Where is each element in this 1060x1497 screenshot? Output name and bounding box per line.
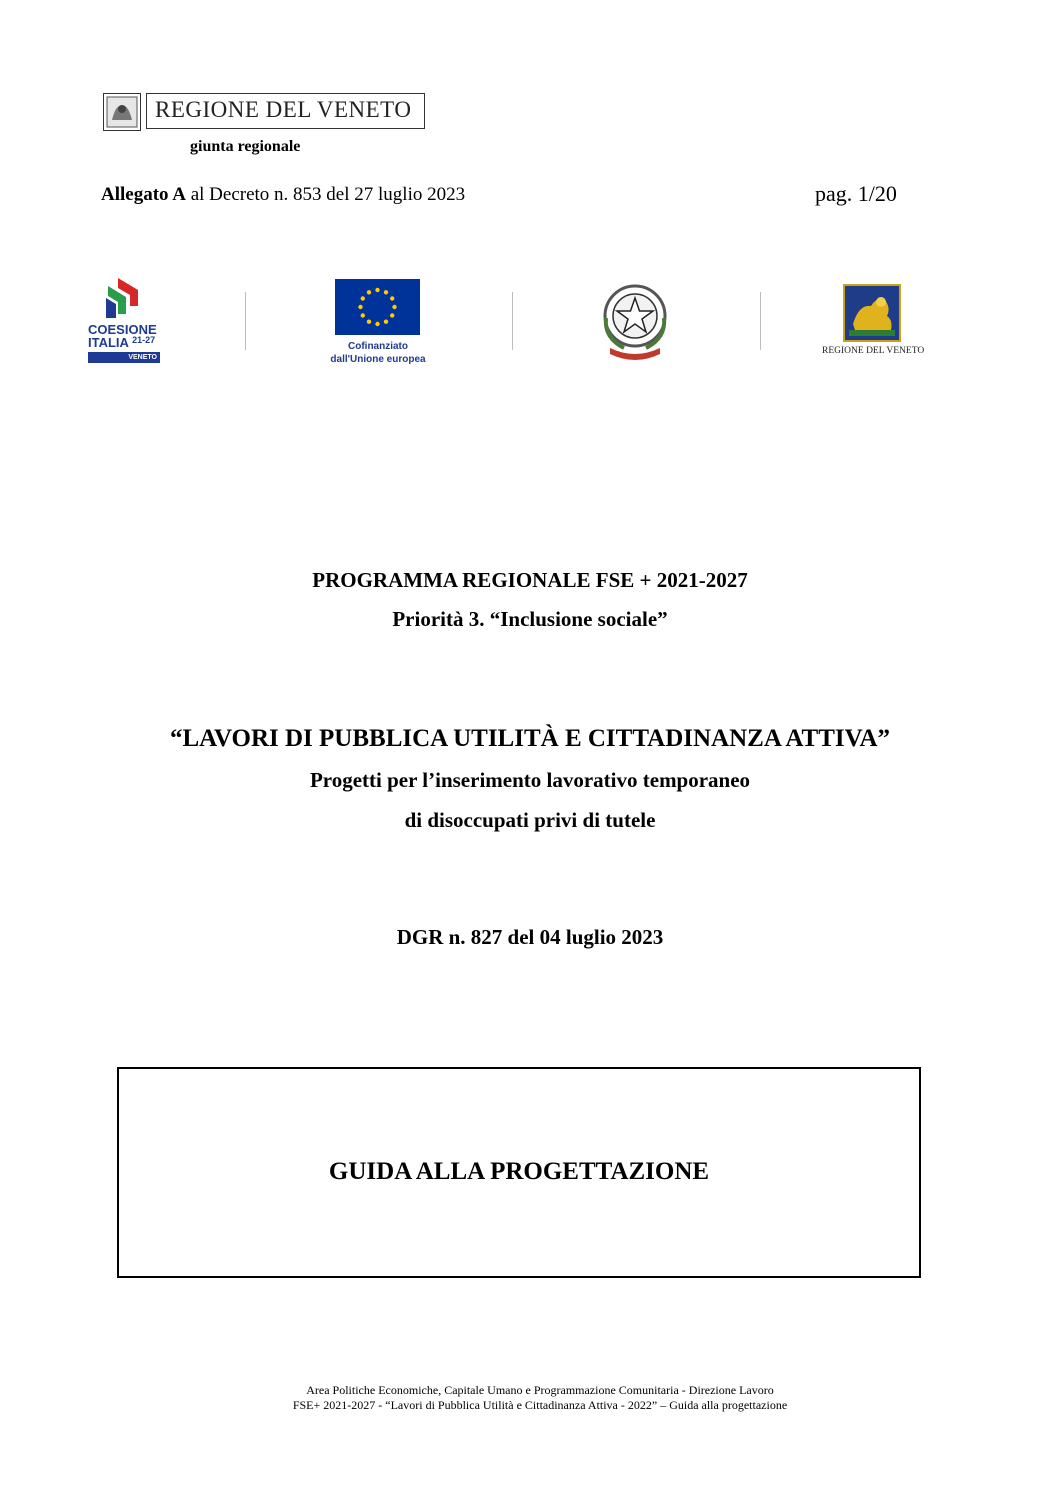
- eu-star-icon: [367, 290, 371, 294]
- regione-logo-text: REGIONE DEL VENETO: [155, 97, 412, 122]
- eu-star-icon: [390, 296, 394, 300]
- programme-title: PROGRAMMA REGIONALE FSE + 2021-2027: [312, 568, 748, 592]
- eu-star-icon: [361, 313, 365, 317]
- repubblica-italiana-emblem: [596, 278, 674, 362]
- project-title: “LAVORI DI PUBBLICA UTILITÀ E CITTADINANZA ATTIVA”: [169, 725, 891, 752]
- coesione-italia-text: ITALIA: [88, 335, 129, 350]
- veneto-logo-caption: REGIONE DEL VENETO: [822, 346, 925, 356]
- regione-veneto-lion-logo: [822, 284, 925, 364]
- giunta-regionale-label: giunta regionale: [190, 138, 301, 155]
- eu-star-icon: [375, 322, 379, 326]
- eu-flag-icon: [335, 279, 420, 335]
- italian-emblem-icon: [596, 278, 674, 362]
- eu-star-icon: [392, 305, 396, 309]
- eu-caption-line2: dall'Unione europea: [330, 354, 426, 365]
- project-subtitle-line2: di disoccupati privi di tutele: [404, 808, 656, 832]
- eu-caption-line1: Cofinanziato: [348, 341, 408, 352]
- logo-divider: [512, 292, 513, 350]
- footer-line1: Area Politiche Economiche, Capitale Umano e Programmazione Comunitaria - Direzione Lavoro: [306, 1383, 774, 1397]
- allegato-text: al Decreto n. 853 del 27 luglio 2023: [185, 184, 466, 205]
- eu-star-icon: [384, 290, 388, 294]
- regione-crest-icon: [103, 93, 141, 131]
- guide-title-box: [117, 1067, 921, 1278]
- allegato-label: Allegato A: [101, 184, 186, 205]
- coesione-line1: COESIONE: [88, 322, 157, 337]
- allegato-reference: [101, 184, 465, 206]
- page-number: pag. 1/20: [815, 181, 897, 206]
- dgr-reference: DGR n. 827 del 04 luglio 2023: [396, 925, 664, 949]
- eu-star-icon: [375, 288, 379, 292]
- eu-star-icon: [361, 296, 365, 300]
- logo-divider: [760, 292, 761, 350]
- guide-title: GUIDA ALLA PROGETTAZIONE: [328, 1158, 710, 1185]
- regione-veneto-logo: [103, 93, 425, 131]
- coesione-mark-icon: [86, 276, 166, 320]
- coesione-italia-logo: [86, 276, 166, 366]
- coesione-line2: [88, 335, 155, 350]
- project-subtitle-line1: Progetti per l’inserimento lavorativo temporaneo: [309, 768, 751, 792]
- lion-of-saint-mark-icon: [843, 284, 901, 342]
- eu-star-icon: [390, 313, 394, 317]
- coesione-years: 21-27: [132, 335, 156, 345]
- footer-line2: FSE+ 2021-2027 - “Lavori di Pubblica Utilità e Cittadinanza Attiva - 2022” – Guida alla progettazione: [292, 1398, 788, 1412]
- coesione-badge: VENETO: [88, 352, 160, 363]
- logo-divider: [245, 292, 246, 350]
- eu-star-icon: [384, 320, 388, 324]
- eu-star-icon: [367, 320, 371, 324]
- programme-priority: Priorità 3. “Inclusione sociale”: [392, 607, 668, 631]
- eu-star-icon: [358, 305, 362, 309]
- eu-cofinanced-logo: [330, 279, 430, 367]
